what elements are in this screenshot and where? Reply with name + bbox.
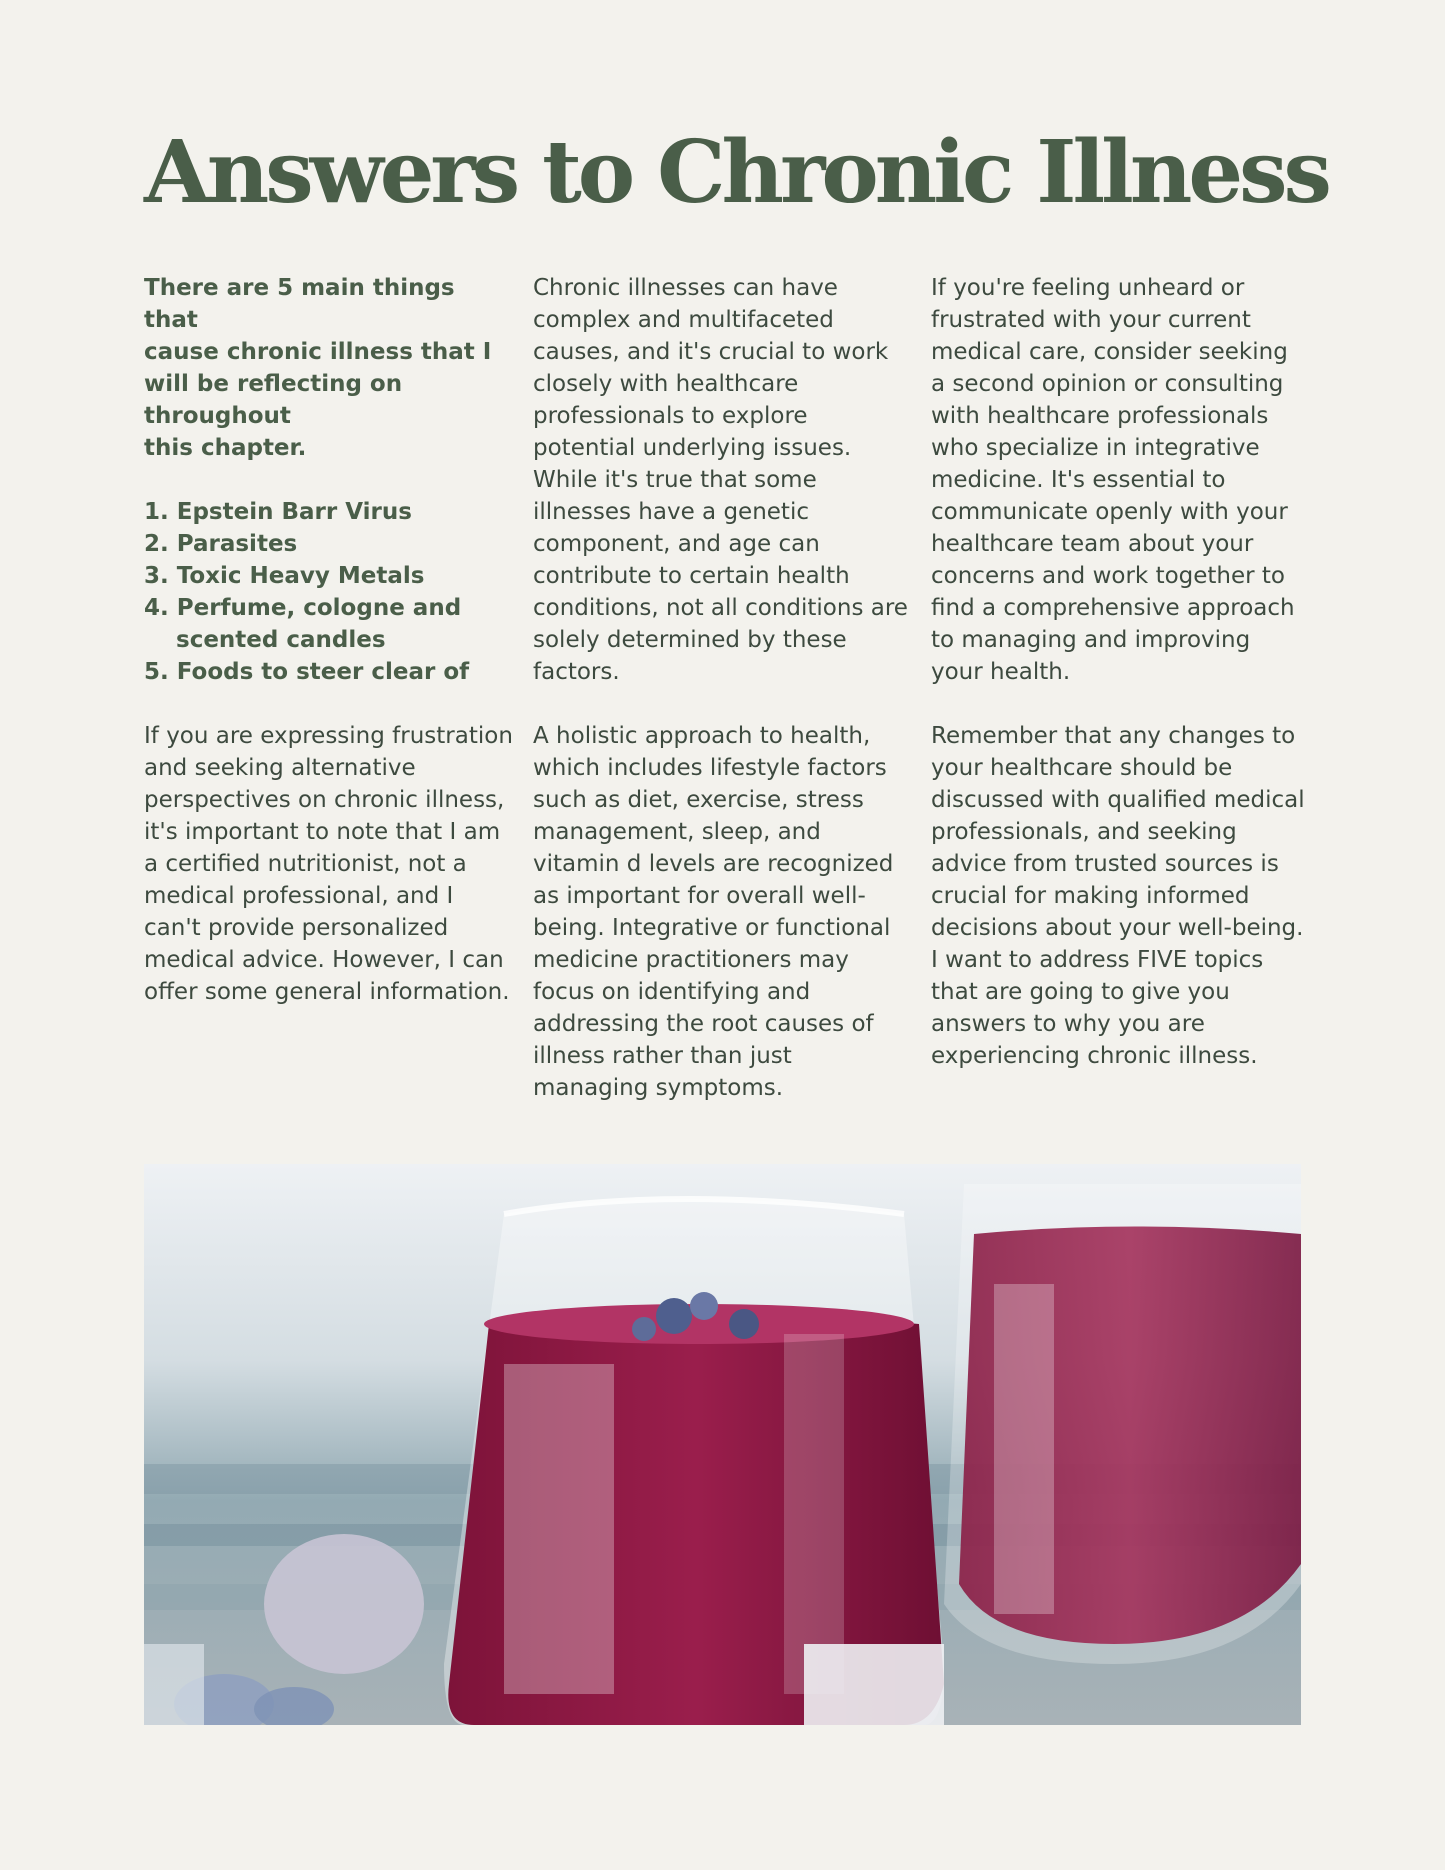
cause-item: 5. Foods to steer clear of	[144, 659, 470, 685]
smoothie-illustration	[144, 1164, 1301, 1725]
disclaimer-paragraph: If you are expressing frustration and seeking alternative perspectives on chronic illness, it's important to note that I am a certified nutritionist, not a medical professional, and I can't provide personalized medical advice. However, I can offer some general information.	[144, 723, 513, 1005]
causes-paragraph: Chronic illnesses can have complex and multifaceted causes, and it's crucial to work closely with healthcare professionals to explore potential underlying issues. While it's true that some illnesses have a genetic component, and age can contribute to certain health conditions, not all conditions are solely determined by these factors.	[533, 275, 908, 685]
column-left	[144, 272, 514, 1008]
page-title: Answers to Chronic Illness	[144, 122, 1328, 223]
second-opinion-paragraph: If you're feeling unheard or frustrated with your current medical care, consider seeking a second opinion or consulting with healthcare professionals who specialize in integrative medicine. It's essential to communicate openly with your healthcare team about your concerns and work together to find a comprehensive approach to managing and improving your health.	[931, 275, 1295, 685]
intro-line: will be reflecting on	[144, 371, 403, 397]
column-middle	[533, 272, 908, 1104]
smoothie-photo	[144, 1164, 1301, 1725]
intro-line: There are 5 main things that	[144, 275, 455, 333]
cause-item: 2. Parasites	[144, 531, 298, 557]
cause-item: 1. Epstein Barr Virus	[144, 499, 412, 525]
intro-text	[144, 272, 514, 464]
cause-item: 4. Perfume, cologne and scented candles	[144, 595, 462, 653]
intro-line: this chapter.	[144, 435, 307, 461]
cause-item: 3. Toxic Heavy Metals	[144, 563, 425, 589]
holistic-paragraph: A holistic approach to health, which includes lifestyle factors such as diet, exercise, stress management, sleep, and vitamin d levels are recognized as important for overall well-being. Integrative or functional medicine practitioners may focus on identifying and addressing the root causes of illness rather than just managing symptoms.	[533, 723, 894, 1101]
intro-line: cause chronic illness that I	[144, 339, 492, 365]
column-right	[931, 272, 1306, 1072]
causes-list	[144, 496, 514, 688]
remember-paragraph: Remember that any changes to your healthcare should be discussed with qualified medical professionals, and seeking advice from trusted sources is crucial for making informed decisions about your well-being. I want to address FIVE topics that are going to give you answers to why you are experiencing chronic illness.	[931, 723, 1305, 1069]
intro-line: throughout	[144, 403, 291, 429]
